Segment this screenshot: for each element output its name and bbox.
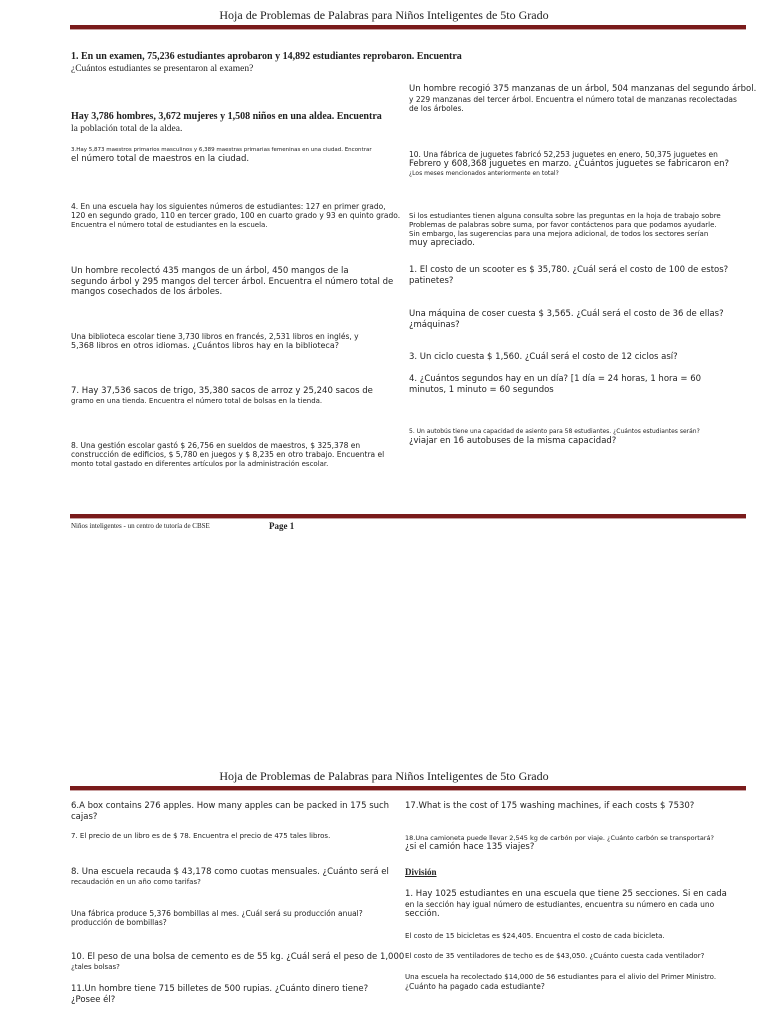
problem-line: ¿viajar en 16 autobuses de la misma capacidad?	[409, 435, 617, 446]
problem-line: recaudación en un año como tarifas?	[71, 877, 201, 886]
problem-line: 1. El costo de un scooter es $ 35,780. ¿Cuál será el costo de 100 de estos?	[409, 265, 729, 275]
problem-r5	[409, 309, 764, 330]
problem-8	[71, 441, 406, 469]
problem-line: 1. En un examen, 75,236 estudiantes aprobaron y 14,892 estudiantes reprobaron. Encuentra	[71, 51, 462, 62]
problem-line: 4. En una escuela hay los siguientes números de estudiantes: 127 en primer grado,	[71, 202, 386, 211]
problem-1	[71, 51, 511, 75]
problem-8b	[71, 867, 411, 886]
problem-line: Sin embargo, las sugerencias para una mejora adicional, de todos los sectores serían	[409, 229, 709, 238]
problem-line: 5,368 libros en otros idiomas. ¿Cuántos libros hay en la biblioteca?	[71, 341, 339, 351]
problem-line: Un hombre recolectó 435 mangos de un árbol, 450 mangos de la	[71, 266, 349, 276]
problem-line: 1. Hay 1025 estudiantes en una escuela que tiene 25 secciones. Si en cada	[405, 889, 727, 899]
problem-line: muy apreciado.	[409, 238, 475, 249]
problem-7	[71, 386, 406, 405]
problem-line: 8. Una escuela recauda $ 43,178 como cuotas mensuales. ¿Cuánto será el	[71, 867, 389, 877]
problem-line: 11.Un hombre tiene 715 billetes de 500 rupias. ¿Cuánto dinero tiene?	[71, 984, 369, 994]
problem-10b	[71, 952, 411, 971]
problem-line: 120 en segundo grado, 110 en tercer grado, 100 en cuarto grado y 93 en quinto grado.	[71, 211, 401, 221]
problem-line: 6.A box contains 276 apples. How many apples can be packed in 175 such	[71, 801, 390, 811]
problem-line: ¿si el camión hace 135 viajes?	[405, 842, 535, 853]
section-title-division: División	[405, 867, 437, 877]
problem-line: producción de bombillas?	[71, 918, 167, 928]
problem-line: ¿máquinas?	[409, 319, 460, 330]
problem-line: construcción de edificios, $ 5,780 en juegos y $ 8,235 en otro trabajo. Encuentra el	[71, 450, 385, 460]
problem-line: en la sección hay igual número de estudiantes, encuentra su número en cada uno	[405, 899, 715, 909]
problem-line: 4. ¿Cuántos segundos hay en un día? [1 día = 24 horas, 1 hora = 60	[409, 374, 702, 384]
division-problem-3	[405, 952, 765, 961]
problem-line: Problemas de palabras sobre suma, por favor contáctenos para que podamos ayudarle.	[409, 220, 717, 229]
problem-line: ¿Cuánto ha pagado cada estudiante?	[405, 981, 545, 991]
page-header: Hoja de Problemas de Palabras para Niños Inteligentes de 5to Grado	[219, 769, 549, 783]
problem-line: patinetes?	[409, 275, 454, 286]
problem-line: Un hombre recogió 375 manzanas de un árbol, 504 manzanas del segundo árbol.	[409, 84, 757, 94]
page-header: Hoja de Problemas de Palabras para Niños Inteligentes de 5to Grado	[219, 8, 549, 22]
problem-line: ¿tales bolsas?	[71, 962, 120, 971]
problem-line: Una biblioteca escolar tiene 3,730 libros en francés, 2,531 libros en inglés, y	[71, 332, 359, 341]
problem-line: Encuentra el número total de estudiantes en la escuela.	[71, 220, 268, 229]
contact-note	[409, 212, 764, 249]
problem-line: monto total gastado en diferentes artículos por la administración escolar.	[71, 459, 329, 468]
header-rule	[70, 25, 746, 30]
problem-line: Una escuela ha recolectado $14,000 de 56 estudiantes para el alivio del Primer Ministro.	[405, 973, 717, 981]
problem-line: Si los estudiantes tienen alguna consulta sobre las preguntas en la hoja de trabajo sobre	[409, 212, 721, 220]
problem-line: ¿Posee él?	[71, 994, 116, 1005]
problem-line: El costo de 35 ventiladores de techo es de $43,050. ¿Cuánto cuesta cada ventilador?	[405, 952, 705, 960]
problem-7b	[71, 832, 411, 841]
problem-line: 7. Hay 37,536 sacos de trigo, 35,380 sacos de arroz y 25,240 sacos de	[71, 386, 373, 396]
problem-line: Una fábrica produce 5,376 bombillas al mes. ¿Cuál será su producción anual?	[71, 909, 363, 918]
problem-line: ¿Los meses mencionados anteriormente en total?	[409, 170, 559, 177]
problem-line: y 229 manzanas del tercer árbol. Encuentra el número total de manzanas recolectadas	[409, 94, 737, 104]
problem-6b	[71, 801, 411, 822]
problem-line: minutos, 1 minuto = 60 segundos	[409, 384, 554, 395]
problem-line: mangos cosechados de los árboles.	[71, 287, 223, 298]
problem-r6	[409, 352, 764, 363]
problem-line: gramo en una tienda. Encuentra el número total de bolsas en la tienda.	[71, 396, 323, 405]
division-problem-2	[405, 932, 765, 941]
problem-line: 10. El peso de una bolsa de cemento es de 55 kg. ¿Cuál será el peso de 1,000	[71, 952, 405, 962]
division-problem-4	[405, 973, 765, 991]
problem-line: ¿Cuántos estudiantes se presentaron al examen?	[71, 63, 254, 74]
problem-line: Una máquina de coser cuesta $ 3,565. ¿Cuál será el costo de 36 de ellas?	[409, 309, 724, 319]
problem-line: El costo de 15 bicicletas es $24,405. Encuentra el costo de cada bicicleta.	[405, 932, 665, 940]
problem-line: segundo árbol y 295 mangos del tercer árbol. Encuentra el número total de	[71, 276, 394, 287]
problem-line: 3. Un ciclo cuesta $ 1,560. ¿Cuál será el costo de 12 ciclos así?	[409, 352, 678, 362]
problem-line: 8. Una gestión escolar gastó $ 26,756 en sueldos de maestros, $ 325,378 en	[71, 441, 361, 450]
problem-r1	[409, 84, 764, 113]
footer-rule	[70, 514, 746, 519]
footer-text: Niños inteligentes - un centro de tutoría de CBSE	[71, 522, 210, 530]
problem-line: sección.	[405, 909, 440, 919]
problem-line: Febrero y 608,368 juguetes en marzo. ¿Cuántos juguetes se fabricaron en?	[409, 159, 730, 170]
problem-11b	[71, 984, 411, 1005]
problem-18	[405, 834, 765, 853]
problem-line: 10. Una fábrica de juguetes fabricó 52,253 juguetes en enero, 50,375 juguetes en	[409, 150, 718, 159]
problem-5	[71, 266, 406, 298]
problem-r8	[409, 428, 764, 446]
problem-r2	[409, 150, 764, 178]
problem-line: el número total de maestros en la ciudad.	[71, 153, 250, 164]
problem-line: cajas?	[71, 811, 98, 822]
problem-6	[71, 332, 406, 351]
page-number: Page 1	[269, 521, 295, 531]
problem-3	[71, 147, 411, 165]
problem-2	[71, 111, 411, 135]
problem-line: 7. El precio de un libro es de $ 78. Encuentra el precio de 475 tales libros.	[71, 832, 331, 840]
problem-line: de los árboles.	[409, 104, 464, 113]
problem-9b	[71, 909, 411, 928]
problem-r7	[409, 374, 764, 395]
division-problem-1	[405, 889, 765, 920]
problem-17	[405, 801, 765, 812]
problem-line: 5. Un autobús tiene una capacidad de asiento para 58 estudiantes. ¿Cuántos estudiantes serán?	[409, 428, 700, 435]
header-rule	[70, 786, 746, 791]
problem-line: 18.Una camioneta puede llevar 2,545 kg de carbón por viaje. ¿Cuánto carbón se transportará?	[405, 834, 714, 842]
problem-line: 3.Hay 5,873 maestros primarios masculinos y 6,389 maestras primarias femeninas en una ciudad. Encontrar	[71, 147, 372, 153]
problem-r4	[409, 265, 764, 286]
problem-line: Hay 3,786 hombres, 3,672 mujeres y 1,508 niños en una aldea. Encuentra	[71, 111, 382, 122]
problem-line: 17.What is the cost of 175 washing machines, if each costs $ 7530?	[405, 801, 695, 811]
problem-4	[71, 202, 416, 230]
problem-line: la población total de la aldea.	[71, 123, 183, 134]
